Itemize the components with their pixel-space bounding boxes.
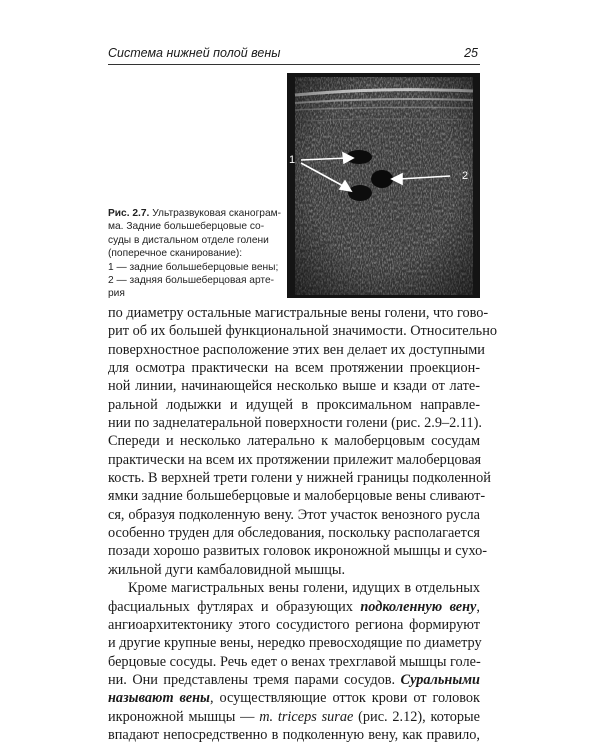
text-line: фасциальных футлярах и образующих подколенную вену, xyxy=(108,598,480,615)
text-line: называют вены, осуществляющие отток крови от головок xyxy=(108,690,480,707)
text-line: ни. Они представлены тремя парами сосудов. Суральными xyxy=(108,671,480,688)
text-line: ямки задние большеберцовые и малоберцовые вены сливают- xyxy=(108,488,486,505)
figure-marker-2: 2 xyxy=(462,170,469,182)
text-line: ральной лодыжки и идущей в проксимальном направле- xyxy=(108,396,480,413)
text-line: по диаметру остальные магистральные вены голени, что гово- xyxy=(108,305,489,321)
term-sural: Суральными xyxy=(400,671,480,688)
text-line: ся, образуя подколенную вену. Этот участок венозного русла xyxy=(108,506,480,523)
chapter-title: Система нижней полой вены xyxy=(108,46,281,60)
ultrasound-image xyxy=(287,73,480,298)
term-triceps-surae: m. triceps surae xyxy=(259,708,354,725)
term-sural-veins: называют вены xyxy=(108,690,210,707)
caption-line: Рис. 2.7. Ультразвуковая сканограм- xyxy=(108,208,282,219)
text-line: и другие крупные вены, нередко превосходящие по диаметру xyxy=(108,635,482,652)
text-line: для осмотра практически на всем протяжении проекцион- xyxy=(108,360,480,377)
page-number: 25 xyxy=(464,46,478,60)
text-line: впадают непосредственно в подколенную вену, как правило, xyxy=(108,726,480,743)
text-line: нии по заднелатеральной поверхности голени (рис. 2.9–2.11). xyxy=(108,415,482,432)
caption-line: рия xyxy=(108,288,125,300)
text-line: особенно труден для обследования, поскольку располагается xyxy=(108,525,480,542)
ultrasound-scan xyxy=(287,73,480,298)
caption-line: ма. Задние большеберцовые со- xyxy=(108,221,265,233)
figure-caption xyxy=(108,207,284,301)
text-line: Спереди и несколько латерально к малоберцовым сосудам xyxy=(108,433,480,450)
caption-line: 1 — задние большеберцовые вены; xyxy=(108,261,279,273)
body-text xyxy=(108,304,497,744)
text-line: практически на всем их протяжении прилежит малоберцовая xyxy=(108,451,482,468)
paragraph-2 xyxy=(108,579,480,744)
figure-marker-1: 1 xyxy=(289,154,296,166)
text-line: кость. В верхней трети голени у нижней границы подколенной xyxy=(108,470,491,487)
text-line: поверхностное расположение этих вен делает их доступными xyxy=(108,341,485,358)
running-header xyxy=(108,44,480,65)
paragraph-1 xyxy=(108,304,497,579)
text-line: Кроме магистральных вены голени, идущих в отдельных xyxy=(128,580,480,597)
figure-label: Рис. 2.7. xyxy=(108,208,150,219)
text-line: жильной дуги камбаловидной мышцы. xyxy=(108,561,346,578)
caption-line: 2 — задняя большеберцовая арте- xyxy=(108,275,275,287)
text-line: икроножной мышцы — m. triceps surae (рис. 2.12), которые xyxy=(108,708,481,725)
text-line: ной линии, начинающейся несколько выше и кзади от лате- xyxy=(108,378,480,395)
text-line: берцовые сосуды. Речь едет о венах трехглавой мышцы голе- xyxy=(108,653,481,670)
term-popliteal-vein: подколенную вену xyxy=(360,598,477,615)
caption-line: суды в дистальном отделе голени xyxy=(108,234,269,246)
text-line: рит об их большей функциональной значимости. Относительно xyxy=(108,323,497,340)
text-line: ангиоархитектонику этого сосудистого региона формируют xyxy=(108,616,480,633)
text-line: позади хорошо развитых головок икроножной мышцы и сухо- xyxy=(108,543,488,560)
caption-line: (поперечное сканирование): xyxy=(108,248,243,260)
